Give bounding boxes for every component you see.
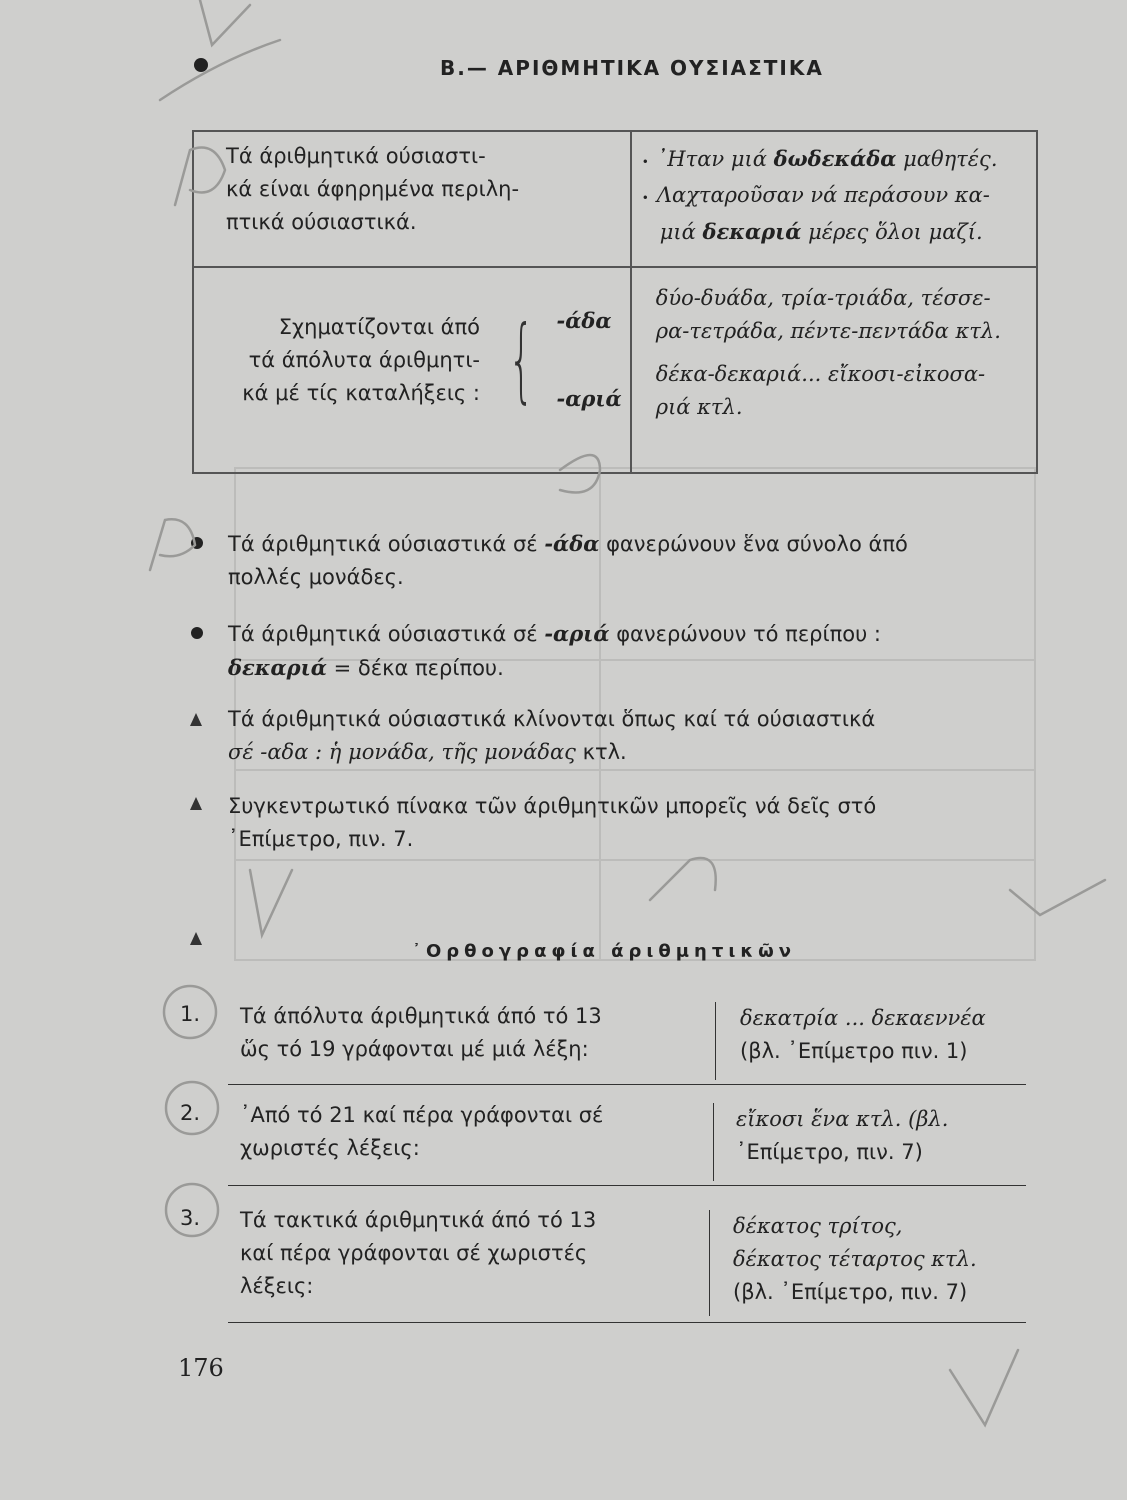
triangle-bullet-icon	[190, 713, 202, 726]
rule-example: δεκατρία ... δεκαεννέα (βλ. ᾿Επίμετρο πιν. 1)	[740, 1006, 986, 1063]
column-divider	[713, 1103, 714, 1181]
formation-cell	[193, 267, 631, 473]
formation-examples-cell	[631, 267, 1037, 473]
rule-number: 1.	[180, 1002, 201, 1026]
checkmark-icon	[250, 870, 292, 935]
rule-number: 2.	[180, 1101, 201, 1125]
text-line: πτικά ούσιαστικά.	[226, 210, 417, 234]
rule-divider	[228, 1322, 1026, 1323]
column-divider	[709, 1210, 710, 1316]
table-row	[193, 131, 1037, 267]
rule-text: ᾿Από τό 21 καί πέρα γράφονται σέ χωριστές λέξεις:	[240, 1103, 604, 1160]
curly-brace-icon: {	[508, 306, 535, 413]
bullet-dot	[191, 627, 203, 639]
example-line: • ᾿Ηταν μιά δωδεκάδα μαθητές.	[641, 146, 998, 171]
example-line: ριά κτλ.	[655, 395, 743, 419]
rule-number: 3.	[180, 1206, 201, 1230]
text-line: Σχηματίζονται άπό	[278, 314, 480, 339]
triangle-bullet-icon	[190, 797, 202, 810]
example-line: • Λαχταροῦσαν νά περάσουν κα-	[641, 183, 990, 207]
example-line: δύο-δυάδα, τρία-τριάδα, τέσσε-	[655, 286, 991, 310]
table-row	[193, 267, 1037, 473]
suffix-aria: -αριά	[556, 386, 622, 411]
suffix-ada: -άδα	[556, 308, 612, 333]
text-line: κά είναι άφηρημένα περιλη-	[226, 177, 520, 201]
pencil-scribble-icon	[150, 519, 195, 570]
rule-text: Τά τακτικά άριθμητικά άπό τό 13 καί πέρα γράφονται σέ χωριστές λέξεις:	[240, 1208, 597, 1298]
note-reference: Συγκεντρωτικό πίνακα τῶν άριθμητικῶν μπορεῖς νά δεῖς στό ᾿Επίμετρο, πιν. 7.	[228, 794, 877, 851]
checkmark-icon	[950, 1350, 1018, 1425]
note-aria: Τά άριθμητικά ούσιαστικά σέ -αριά φανερώνουν τό περίπου : δεκαριά = δέκα περίπου.	[228, 621, 882, 680]
rule-divider	[228, 1084, 1026, 1085]
text-line: Τά άριθμητικά ούσιαστι-	[226, 144, 486, 168]
triangle-bullet-icon	[190, 932, 202, 945]
bullet-dot	[191, 537, 203, 549]
rule-text: Τά άπόλυτα άριθμητικά άπό τό 13 ὥς τό 19 γράφονται μέ μιά λέξη:	[240, 1004, 602, 1061]
header-bullet	[194, 58, 208, 72]
example-line: μιά δεκαριά μέρες ὅλοι μαζί.	[659, 219, 983, 244]
example-line: δέκα-δεκαριά... εἴκοσι-εἰκοσα-	[655, 362, 986, 386]
checkmark-icon	[200, 0, 250, 45]
text-line: τά άπόλυτα άριθμητι-	[248, 347, 480, 372]
column-divider	[715, 1002, 716, 1080]
checkmark-icon	[1010, 880, 1105, 915]
text-line: κά μέ τίς καταλήξεις :	[242, 380, 480, 405]
example-cell	[631, 131, 1037, 267]
page-number: 176	[178, 1354, 224, 1382]
rule-example: εἴκοσι ἕνα κτλ. (βλ. ᾿Επίμετρο, πιν. 7)	[736, 1107, 949, 1164]
note-ada: Τά άριθμητικά ούσιαστικά σέ -άδα φανερώνουν ἕνα σύνολο άπό πολλές μονάδες.	[228, 531, 908, 589]
rule-example: δέκατος τρίτος, δέκατος τέταρτος κτλ. (βλ. ᾿Επίμετρο, πιν. 7)	[733, 1214, 977, 1304]
note-declension: Τά άριθμητικά ούσιαστικά κλίνονται ὅπως καί τά ούσιαστικά σέ -αδα : ἡ μονάδα, τῆς μονάδας κτλ.	[228, 707, 876, 764]
rule-divider	[228, 1185, 1026, 1186]
definition-cell	[193, 131, 631, 267]
pencil-scribble-icon	[650, 858, 716, 900]
numeral-nouns-table	[192, 130, 1038, 474]
example-line: ρα-τετράδα, πέντε-πεντάδα κτλ.	[655, 319, 1001, 343]
section-heading: B.— ΑΡΙΘΜΗΤΙΚΑ ΟΥΣΙΑΣΤΙΚΑ	[440, 56, 824, 80]
pencil-scribble-icon	[160, 40, 280, 100]
orthography-subheading: ᾿Ορθογραφία άριθμητικῶν	[412, 941, 797, 962]
